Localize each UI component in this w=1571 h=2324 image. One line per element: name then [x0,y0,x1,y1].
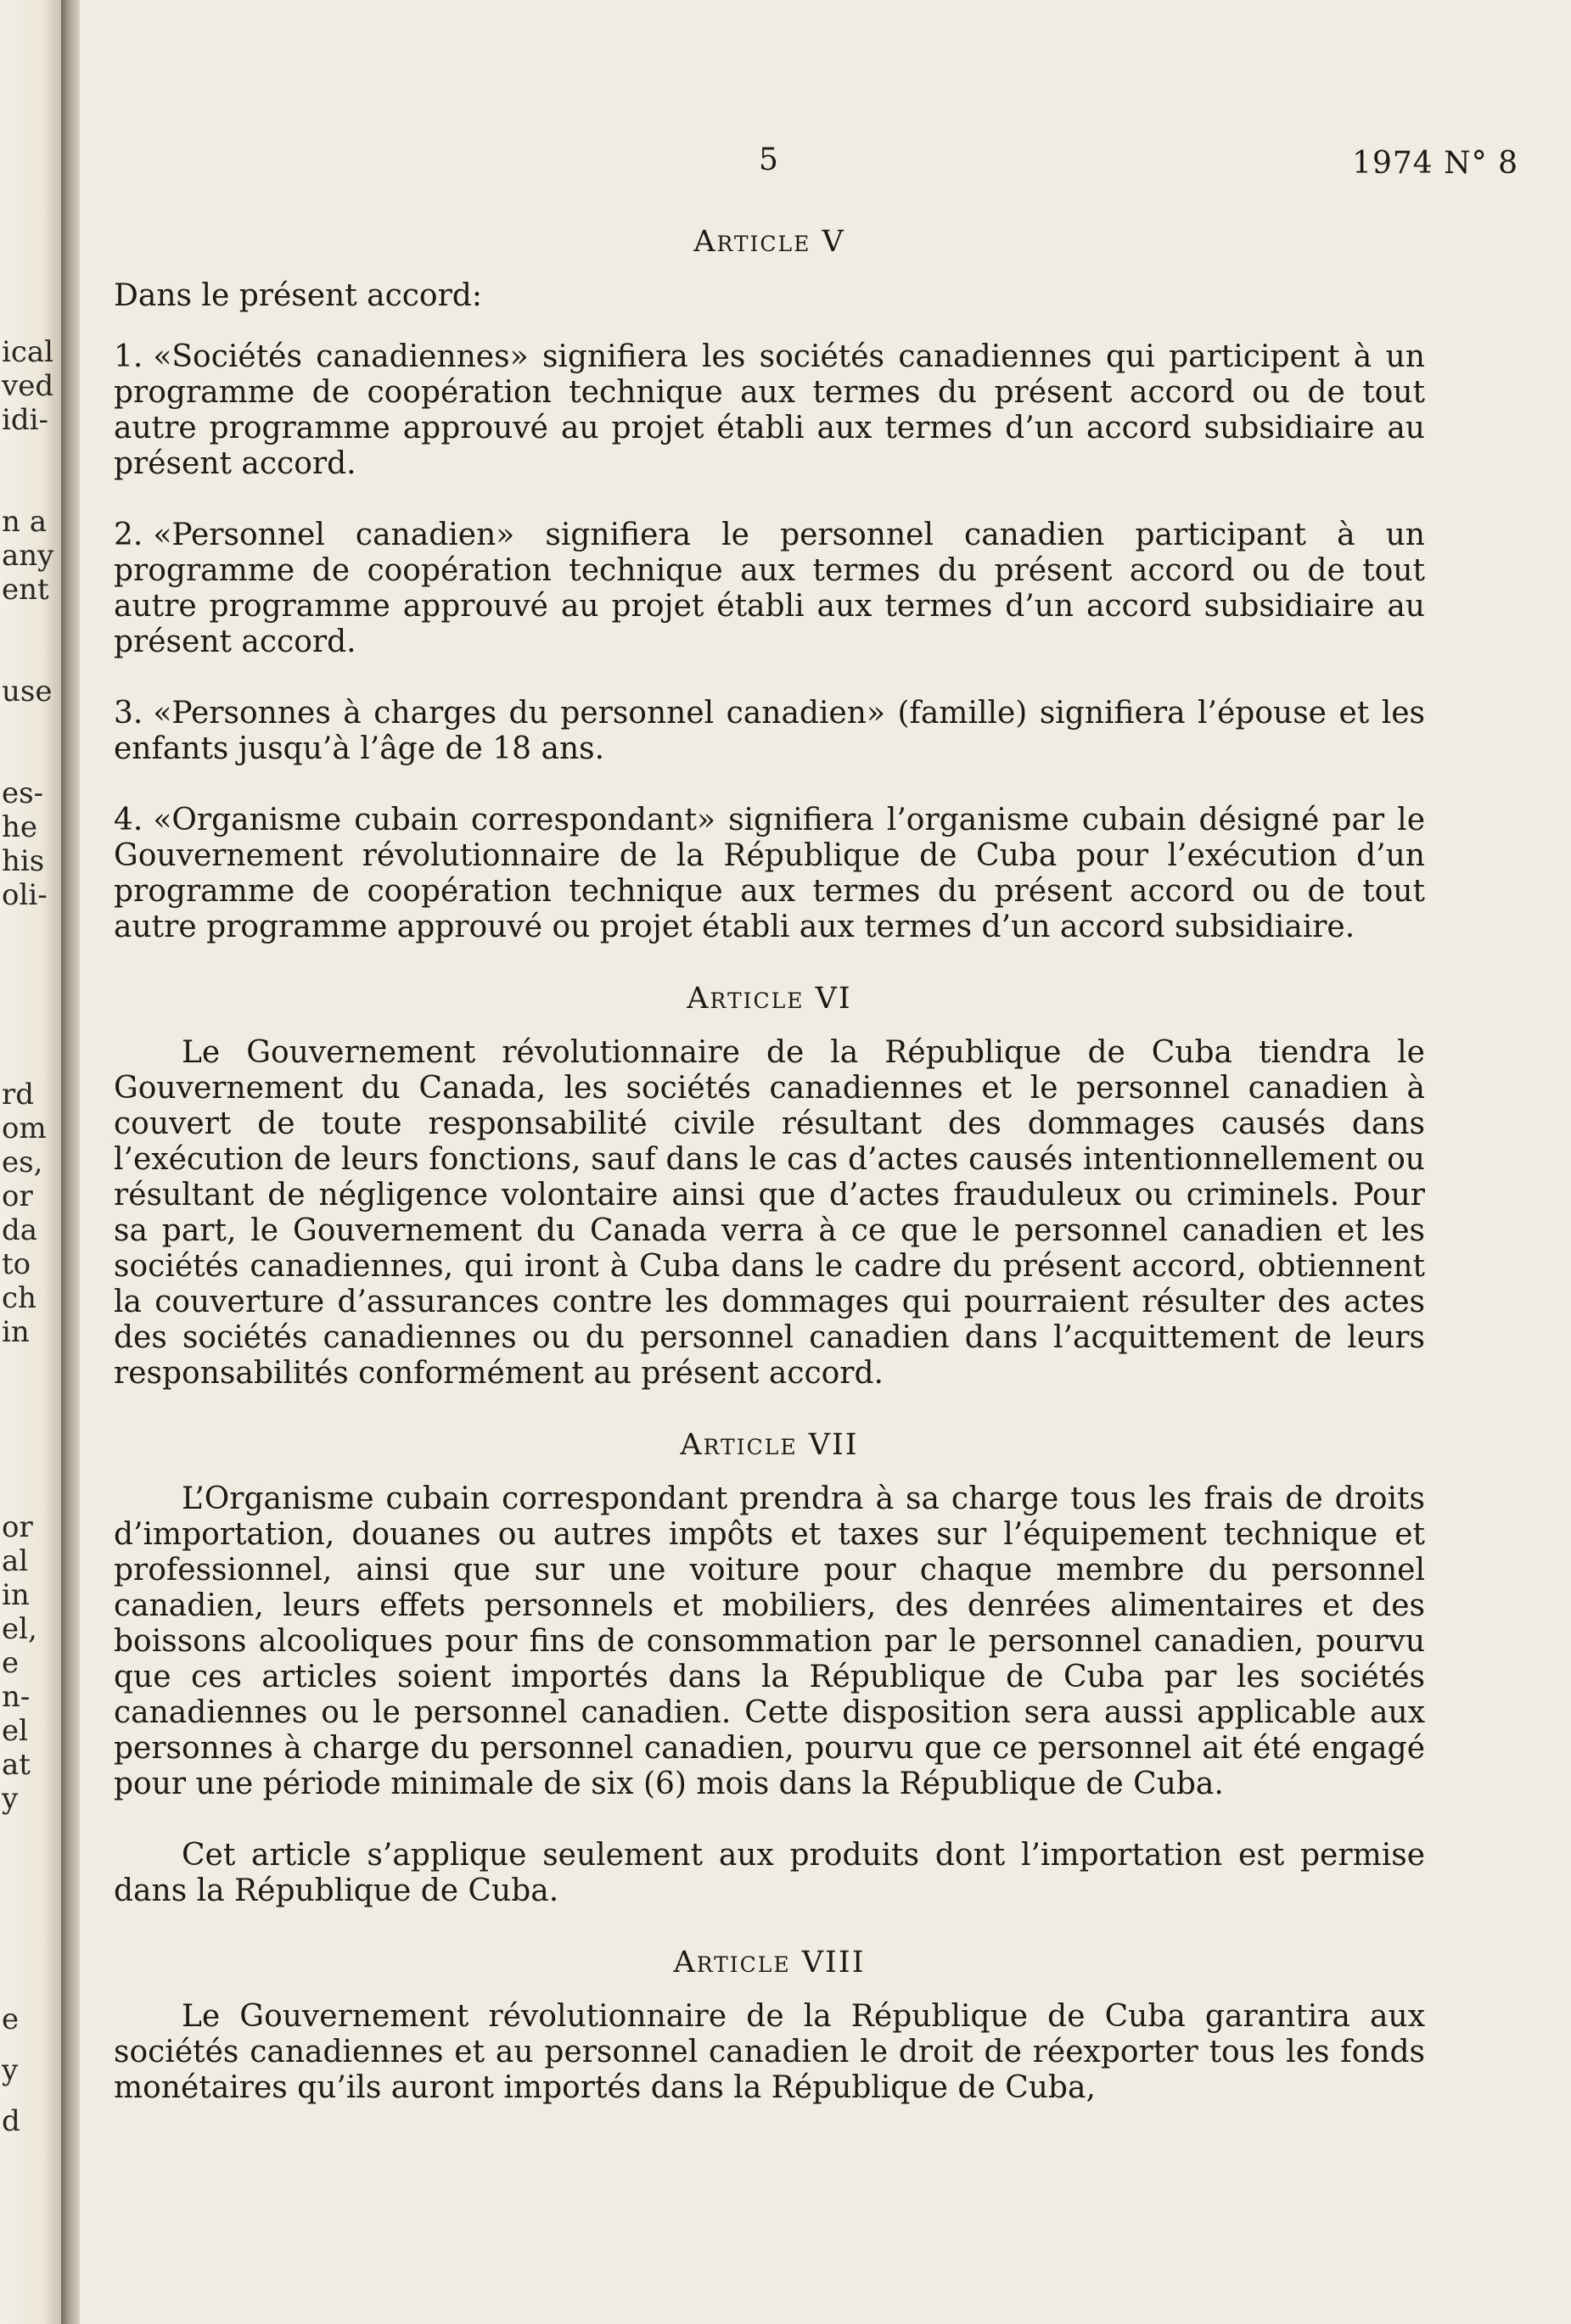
article-6-paragraph: Le Gouvernement révolutionnaire de la République de Cuba tiendra le Gouvernement du Canada, les sociétés canadiennes et le personnel canadien à couvert de toute responsabilité civile résultant des dommages causés dans l’exécution de leurs fonctions, sauf dans le cas d’actes causés intentionnellement ou résultant de négligence volontaire ainsi que d’actes frauduleux ou criminels. Pour sa part, le Gouvernement du Canada verra à ce que le personnel canadien et les sociétés canadiennes, qui iront à Cuba dans le cadre du présent accord, obtiennent la couverture d’assurances contre les dommages qui pourraient résulter des actes des sociétés canadiennes ou du personnel canadien dans l’acquittement de leurs responsabilités conformément au présent accord. [114,1035,1425,1391]
definition-text: «Organisme cubain correspondant» signifiera l’organisme cubain désigné par le Gouvernement révolutionnaire de la République de Cuba pour l’exécution d’un programme de coopération technique aux termes du présent accord ou de tout autre programme approuvé ou projet établi aux termes d’un accord subsidiaire. [114,803,1425,944]
margin-fragment: da [2,1213,38,1247]
margin-fragment: om [2,1112,47,1145]
book-gutter [61,0,80,2324]
margin-fragment: d [2,2104,20,2138]
document-page [80,0,1571,2324]
margin-fragment: el [2,1714,28,1748]
page-number: 5 [759,143,778,177]
margin-fragment: ent [2,573,49,607]
article-8-heading: Article VIII [673,1946,866,1980]
document-body [114,212,1425,2142]
margin-fragment: idi- [2,403,49,437]
margin-fragment: y [2,2053,19,2087]
definition-number: 1. [114,339,143,374]
margin-fragment: use [2,675,53,708]
margin-fragment: n- [2,1680,31,1714]
article-5-intro: Dans le présent accord: [114,278,482,313]
issue-reference: 1974 N° 8 [1352,146,1518,181]
article-7-paragraph-2: Cet article s’applique seulement aux produits dont l’importation est permise dans la République de Cuba. [114,1838,1425,1908]
margin-fragment: el, [2,1612,37,1646]
margin-fragment: or [2,1510,33,1544]
definition-text: «Personnes à charges du personnel canadien» (famille) signifiera l’épouse et les enfants jusqu’à l’âge de 18 ans. [114,696,1425,766]
margin-fragment: rd [2,1078,35,1112]
definition-item [114,803,1425,945]
article-7-heading: Article VII [680,1428,859,1462]
margin-fragment: es, [2,1145,43,1179]
definition-number: 4. [114,803,143,837]
margin-fragment: ved [2,369,54,403]
definition-item [114,696,1425,767]
definition-text: «Personnel canadien» signifiera le personnel canadien participant à un programme de coopération technique aux termes du présent accord ou de tout autre programme approuvé au projet établi aux termes d’un accord subsidiaire au présent accord. [114,518,1425,659]
margin-fragment: al [2,1544,29,1578]
margin-fragment: ch [2,1281,36,1315]
margin-fragment: he [2,810,38,844]
margin-fragment: at [2,1748,31,1782]
margin-fragment: es- [2,776,44,810]
definition-number: 3. [114,696,143,731]
margin-fragment: in [2,1578,30,1612]
margin-fragment: any [2,539,54,573]
facing-page-edge [0,0,61,2324]
margin-fragment: e [2,2002,20,2036]
margin-fragment: or [2,1179,33,1213]
margin-fragment: e [2,1646,20,1680]
article-6-heading: Article VI [687,982,852,1016]
margin-fragment: n a [2,505,47,539]
margin-fragment: to [2,1247,31,1281]
definition-item [114,518,1425,660]
definition-item [114,339,1425,482]
article-7-paragraph-1: L’Organisme cubain correspondant prendra à sa charge tous les frais de droits d’importation, douanes ou autres impôts et taxes sur l’équipement technique et professionnel, ainsi que sur une voiture pour chaque membre du personnel canadien, leurs effets personnels et mobiliers, des denrées alimentaires et des boissons alcooliques pour fins de consommation par le personnel canadien, pourvu que ces articles soient importés dans la République de Cuba par les sociétés canadiennes ou le personnel canadien. Cette disposition sera aussi applicable aux personnes à charge du personnel canadien, pourvu que ce personnel ait été engagé pour une période minimale de six (6) mois dans la République de Cuba. [114,1481,1425,1801]
margin-fragment: his [2,844,45,878]
article-5-heading: Article V [693,225,845,259]
margin-fragment: ical [2,335,54,369]
margin-fragment: in [2,1315,30,1349]
definition-number: 2. [114,518,143,552]
article-8-paragraph: Le Gouvernement révolutionnaire de la République de Cuba garantira aux sociétés canadiennes et au personnel canadien le droit de réexporter tous les fonds monétaires qu’ils auront importés dans la République de Cuba, [114,1999,1425,2105]
definition-text: «Sociétés canadiennes» signifiera les sociétés canadiennes qui participent à un programme de coopération technique aux termes du présent accord ou de tout autre programme approuvé au projet établi aux termes d’un accord subsidiaire au présent accord. [114,339,1425,481]
running-head [80,143,1571,185]
margin-fragment: oli- [2,878,48,912]
margin-fragment: y [2,1782,19,1816]
